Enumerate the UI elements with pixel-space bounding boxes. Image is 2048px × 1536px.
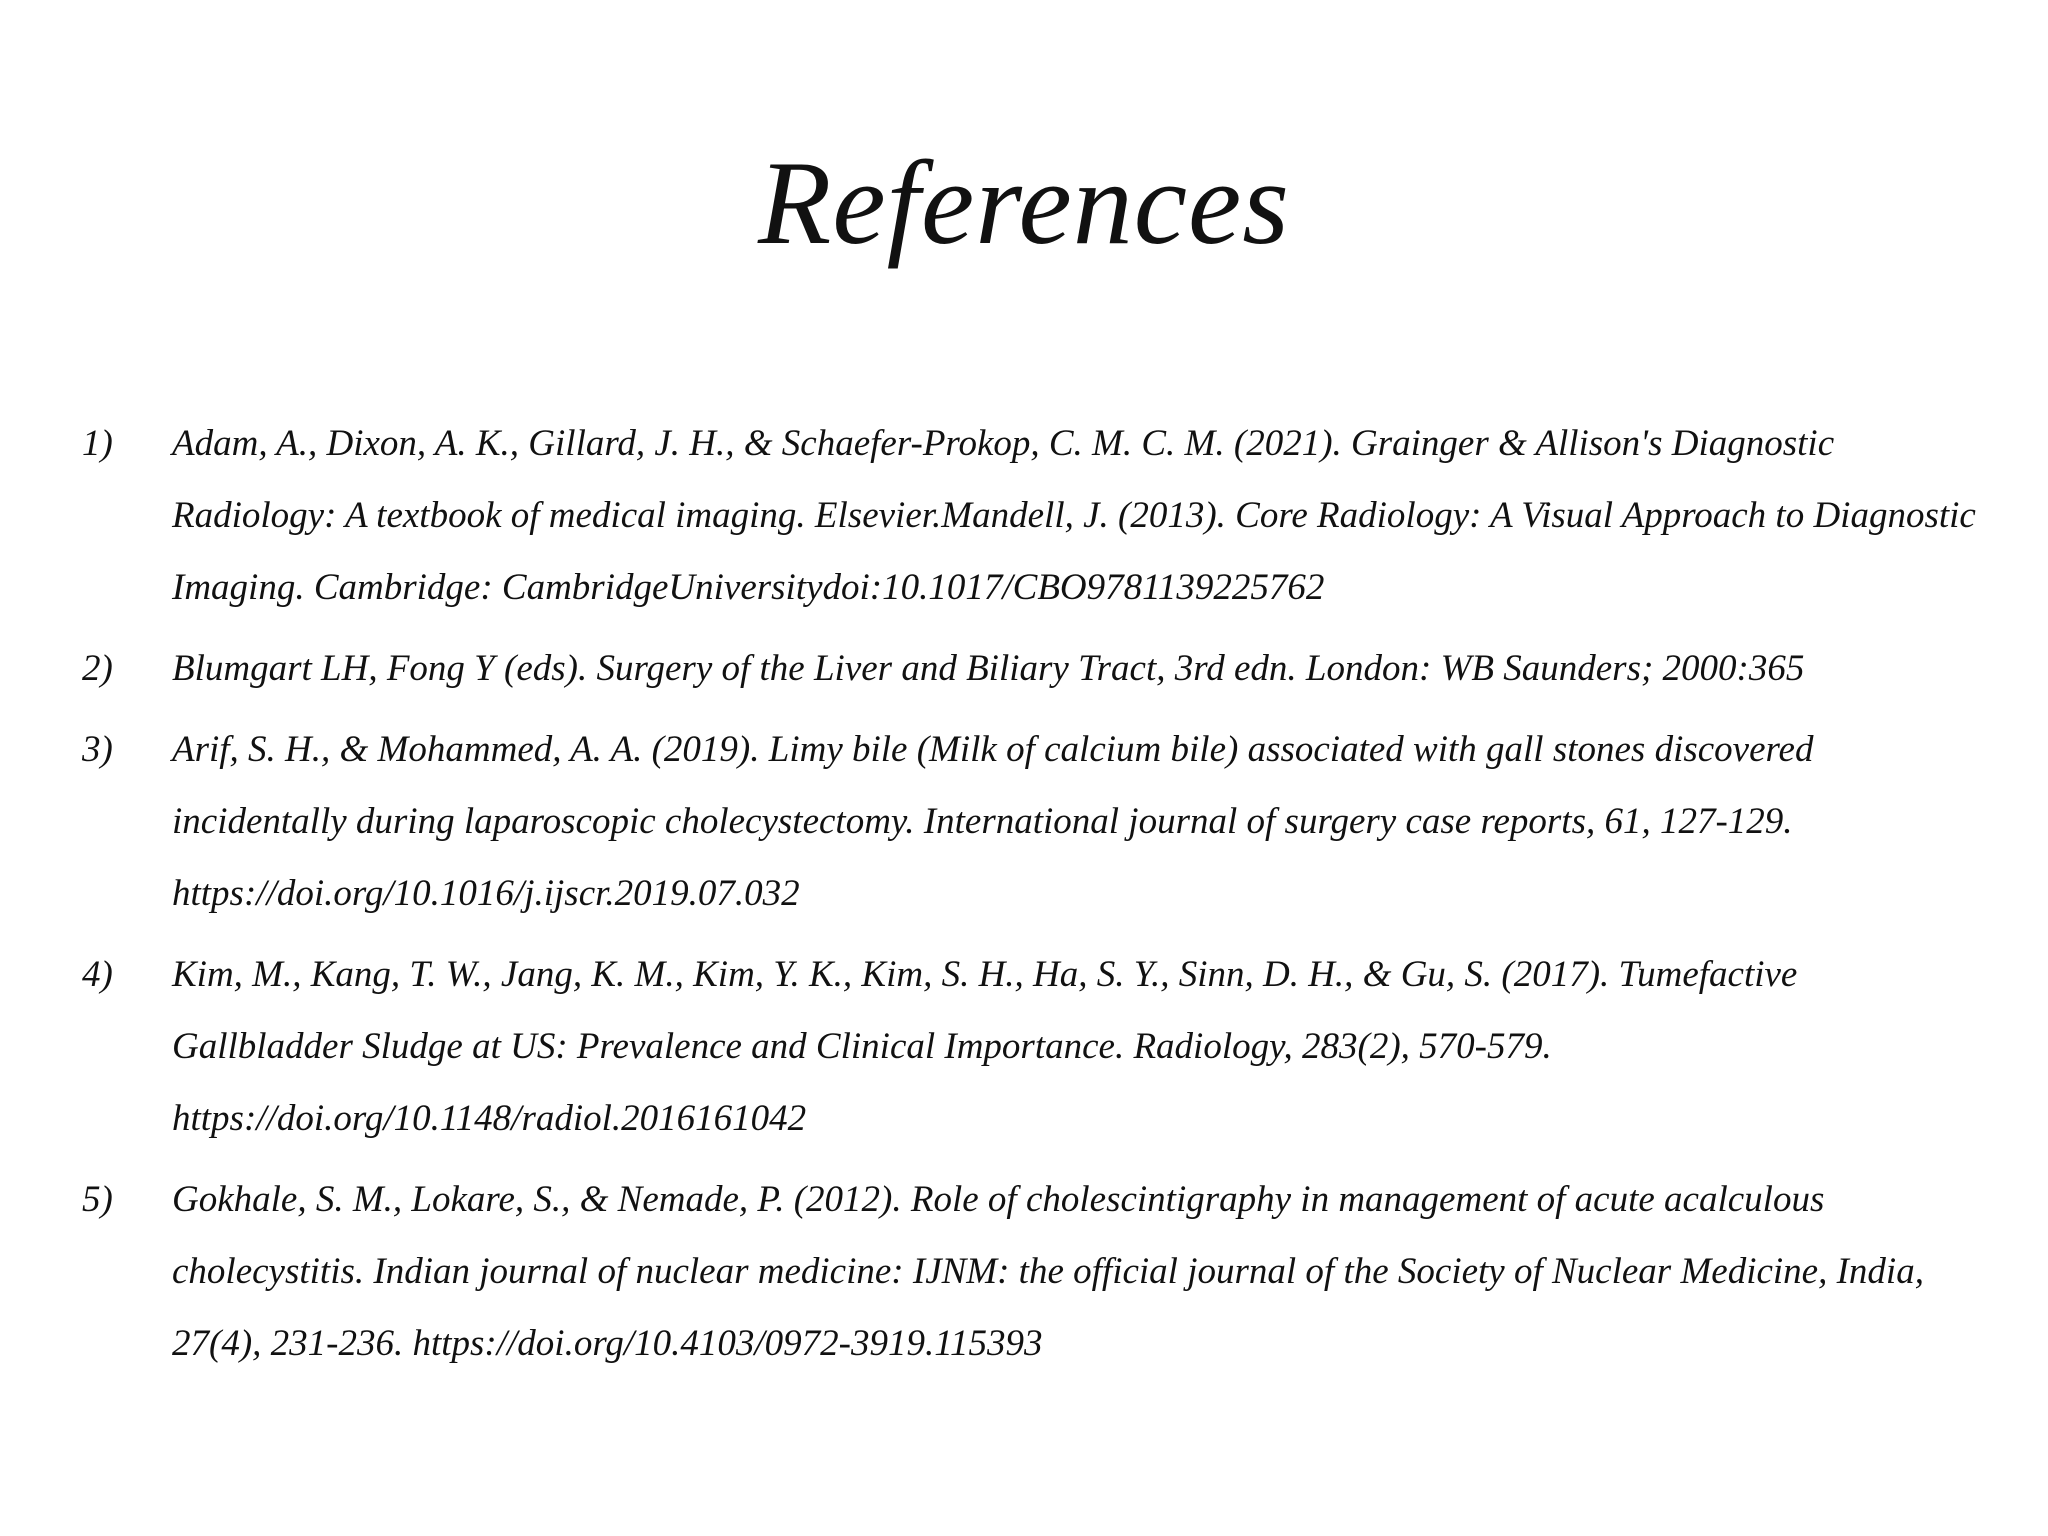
reference-text: Kim, M., Kang, T. W., Jang, K. M., Kim, Y. K., Kim, S. H., Ha, S. Y., Sinn, D. H., & Gu, S. (2017). Tumefactive Gallbladder Sludge at US: Prevalence and Clinical Importance. Radiology, 283(2), 570-579. https://doi.org/10.1148/radiol.2016161042	[172, 954, 1798, 1139]
reference-item-4	[82, 939, 1982, 1155]
reference-text: Gokhale, S. M., Lokare, S., & Nemade, P. (2012). Role of cholescintigraphy in management of acute acalculous cholecystitis. Indian journal of nuclear medicine: IJNM: the official journal of the Society of Nuclear Medicine, India, 27(4), 231-236. https://doi.org/10.4103/0972-3919.115393	[172, 1179, 1924, 1364]
reference-number: 4)	[82, 954, 113, 995]
reference-number: 5)	[82, 1179, 113, 1220]
reference-number: 3)	[82, 729, 113, 770]
reference-list	[82, 408, 1982, 1389]
reference-number: 2)	[82, 648, 113, 689]
reference-item-3	[82, 714, 1982, 930]
reference-item-5	[82, 1164, 1982, 1380]
reference-item-2	[82, 633, 1982, 705]
reference-number: 1)	[82, 423, 113, 464]
page-title: References	[758, 136, 1290, 269]
reference-text: Blumgart LH, Fong Y (eds). Surgery of the Liver and Biliary Tract, 3rd edn. London: WB Saunders; 2000:365	[172, 648, 1805, 689]
reference-text: Adam, A., Dixon, A. K., Gillard, J. H., & Schaefer-Prokop, C. M. C. M. (2021). Grainger & Allison's Diagnostic Radiology: A textbook of medical imaging. Elsevier.Mandell, J. (2013). Core Radiology: A Visual Approach to Diagnostic Imaging. Cambridge: CambridgeUniversitydoi:10.1017/CBO9781139225762	[172, 423, 1976, 608]
reference-text: Arif, S. H., & Mohammed, A. A. (2019). Limy bile (Milk of calcium bile) associated with gall stones discovered incidentally during laparoscopic cholecystectomy. International journal of surgery case reports, 61, 127-129. https://doi.org/10.1016/j.ijscr.2019.07.032	[172, 729, 1814, 914]
reference-item-1	[82, 408, 1982, 624]
